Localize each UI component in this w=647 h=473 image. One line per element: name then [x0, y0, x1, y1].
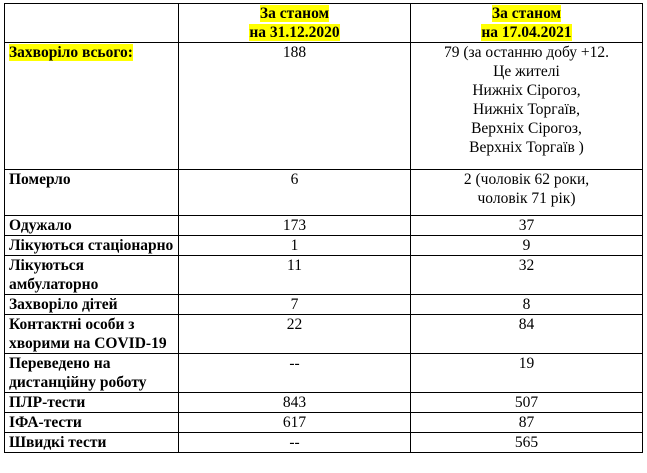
table-row — [5, 236, 643, 256]
value-2021: 19 — [411, 354, 643, 393]
header-date-2-line1: За станом — [491, 5, 562, 22]
value-2020: 188 — [179, 43, 411, 170]
table-row — [5, 216, 643, 236]
table-row — [5, 413, 643, 433]
row-label: ПЛР-тести — [5, 393, 179, 413]
value-2021: 2 (чоловік 62 роки, чоловік 71 рік) — [411, 170, 643, 216]
value-2021: 32 — [411, 256, 643, 295]
header-date-1 — [179, 4, 411, 43]
value-2021: 84 — [411, 315, 643, 354]
value-2021: 37 — [411, 216, 643, 236]
value-2021: 8 — [411, 295, 643, 315]
value-2021: 565 — [411, 433, 643, 453]
table-row — [5, 256, 643, 295]
row-label: ІФА-тести — [5, 413, 179, 433]
header-empty-cell — [5, 4, 179, 43]
value-2020: 6 — [179, 170, 411, 216]
header-row — [5, 4, 643, 43]
value-2020: 173 — [179, 216, 411, 236]
header-date-2-line2: на 17.04.2021 — [481, 24, 572, 41]
value-2020: -- — [179, 433, 411, 453]
row-label: Швидкі тести — [5, 433, 179, 453]
header-date-2 — [411, 4, 643, 43]
row-label: Лікуються амбулаторно — [5, 256, 179, 295]
covid-stats-table — [4, 3, 643, 453]
value-2021: 79 (за останню добу +12. Це жителі Нижніх Сірогоз, Нижніх Торгаїв, Верхніх Сірогоз, Верхніх Торгаїв ) — [411, 43, 643, 170]
value-2020: -- — [179, 354, 411, 393]
value-2020: 617 — [179, 413, 411, 433]
value-2021: 87 — [411, 413, 643, 433]
header-date-1-line2: на 31.12.2020 — [249, 24, 340, 41]
value-2020: 22 — [179, 315, 411, 354]
table-row — [5, 433, 643, 453]
value-2021: 507 — [411, 393, 643, 413]
value-2020: 1 — [179, 236, 411, 256]
row-label: Контактні особи з хворими на COVID-19 — [5, 315, 179, 354]
table-row — [5, 315, 643, 354]
table-row — [5, 43, 643, 170]
header-date-1-line1: За станом — [259, 5, 330, 22]
row-label: Захворіло дітей — [5, 295, 179, 315]
value-2020: 7 — [179, 295, 411, 315]
table-row — [5, 295, 643, 315]
row-label-text: Захворіло всього: — [9, 44, 133, 61]
table-row — [5, 393, 643, 413]
table-row — [5, 354, 643, 393]
value-2021: 9 — [411, 236, 643, 256]
value-2020: 11 — [179, 256, 411, 295]
row-label: Переведено на дистанційну роботу — [5, 354, 179, 393]
value-2020: 843 — [179, 393, 411, 413]
row-label: Одужало — [5, 216, 179, 236]
row-label: Померло — [5, 170, 179, 216]
row-label: Лікуються стаціонарно — [5, 236, 179, 256]
row-label — [5, 43, 179, 170]
table-row — [5, 170, 643, 216]
